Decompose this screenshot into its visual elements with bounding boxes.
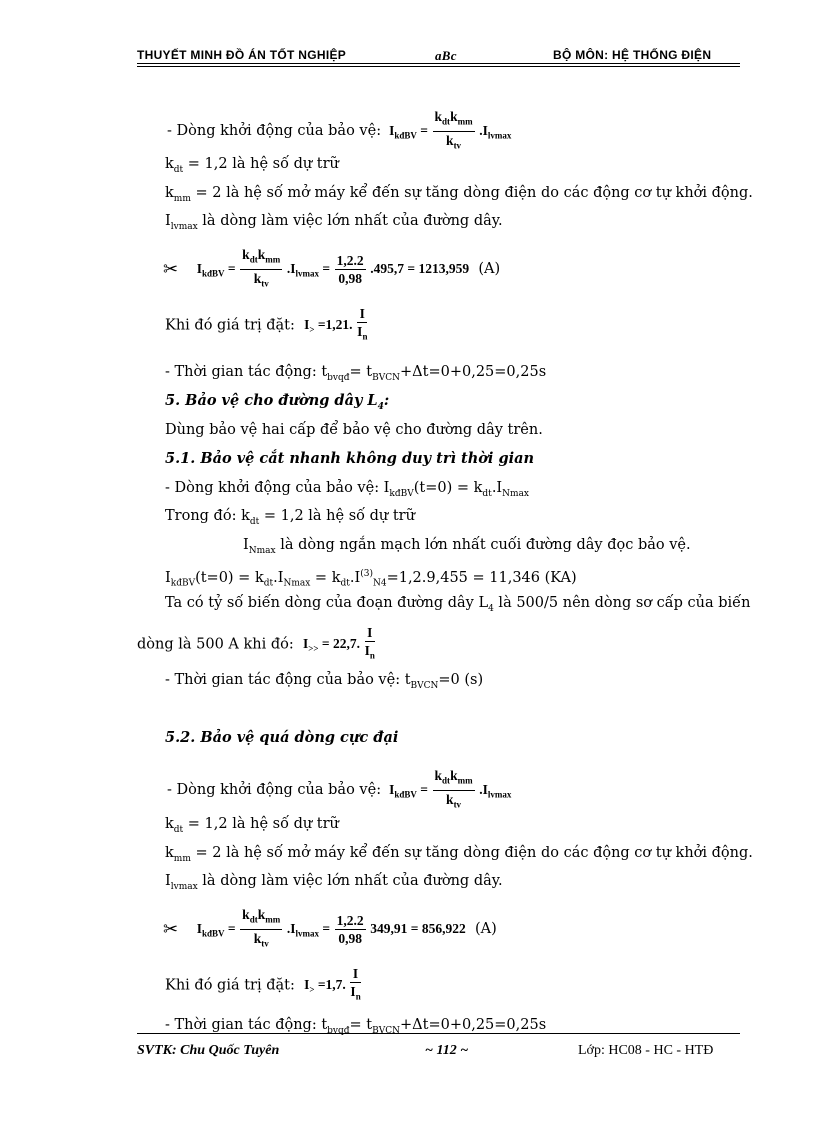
body-line-kdt: $k_{dt} = 1,2$ là hệ số dự trữ — [165, 156, 339, 175]
header-left-title: THUYẾT MINH ĐỒ ÁN TỐT NGHIỆP — [137, 48, 347, 62]
body-line-kmm-2: $k_{mm} = 2$ là hệ số mở máy kể đến sự tăng dòng điện do các động cơ tự khởi động. — [165, 845, 753, 864]
scissors-icon: ✂ — [163, 919, 179, 941]
calc-line-2: ✂ $I_{kđBV}$ = $\frac{k_{dt}k_{mm}}{k_{tv}}$ $.I_{lvmax}$ = $\frac{1,2.2}{0,98}$ 349,91 = 856,922 (A) — [163, 907, 497, 949]
section-heading-5: 5. Bảo vệ cho đường dây $L_4$: — [165, 392, 390, 412]
section-heading-5-1: 5.1. Bảo vệ cắt nhanh không duy trì thời gian — [165, 450, 535, 467]
header-rule-double — [137, 66, 740, 67]
body-line-calc-ka: $I_{kđBV}(t=0) = k_{dt}.I_{Nmax} = k_{dt}.I^{(3)}_{N4}=1,2.9,455 = 11,346$ (KA) — [165, 569, 577, 589]
formula-fraction: $\frac{k_{dt}k_{mm}}{k_{tv}}$ — [434, 109, 473, 151]
body-line-ct-ratio: Ta có tỷ số biến dòng của đoạn đường dây $L_4$ là 500/5 nên dòng sơ cấp của biến — [165, 595, 751, 614]
body-line-kdt-2: $k_{dt} = 1,2$ là hệ số dự trữ — [165, 816, 339, 835]
body-line-ilvmax: $I_{lvmax}$ là dòng làm việc lớn nhất của đường dây. — [165, 213, 503, 232]
body-line-kmm: $k_{mm} = 2$ là hệ số mở máy kể đến sự tăng dòng điện do các động cơ tự khởi động. — [165, 185, 753, 204]
body-line-time-1: - Thời gian tác động: $t_{bvqđ}= t_{BVCN}+\Delta t=0+0,25=0,25s$ — [165, 364, 547, 383]
header-right-title: BỘ MÔN: HỆ THỐNG ĐIỆN — [553, 48, 712, 62]
body-line-time-3: - Thời gian tác động: $t_{bvqđ}= t_{BVCN}+\Delta t=0+0,25=0,25s$ — [165, 1017, 547, 1036]
body-line-startup-current: - Dòng khởi động của bảo vệ: $I_{kđBV}$ = $\frac{k_{dt}k_{mm}}{k_{tv}}$ $.I_{lvmax}$ — [167, 108, 511, 154]
header-rule — [137, 63, 740, 64]
setting-line-1: Khi đó giá trị đặt: $I_> =1,21$. $\frac{I}{I_n}$ — [165, 306, 368, 342]
calc-line-1: ✂ $I_{kđBV}$ = $\frac{k_{dt}k_{mm}}{k_{tv}}$ $.I_{lvmax}$ = $\frac{1,2.2}{0,98}$ .495,7 = 1213,959 (A) — [163, 247, 501, 289]
scissors-icon: ✂ — [163, 259, 179, 281]
page-number: ~ 112 ~ — [425, 1043, 469, 1058]
body-line-inmax: $I_{Nmax}$ là dòng ngắn mạch lớn nhất cuối đường dây đọc bảo vệ. — [243, 537, 691, 556]
footer-author: SVTK: Chu Quốc Tuyên — [137, 1043, 280, 1058]
setting-line-3: Khi đó giá trị đặt: $I_> =1,7$. $\frac{I}{I_n}$ — [165, 966, 361, 1002]
body-line-startup-current-2: - Dòng khởi động của bảo vệ: $I_{kđBV}(t=0) = k_{dt}.I_{Nmax}$ — [165, 480, 530, 499]
body-line-where: Trong đó: $k_{dt} = 1,2$ là hệ số dự trữ — [165, 508, 415, 527]
section-heading-5-2: 5.2. Bảo vệ quá dòng cực đại — [165, 729, 399, 746]
body-line-two-level: Dùng bảo vệ hai cấp để bảo vệ cho đường dây trên. — [165, 422, 543, 438]
body-line-ilvmax-2: $I_{lvmax}$ là dòng làm việc lớn nhất của đường dây. — [165, 873, 503, 892]
footer-class: Lớp: HC08 - HC - HTĐ — [578, 1043, 714, 1058]
setting-line-2: dòng là 500 A khi đó: $I_{>>} = 22,7$. $\frac{I}{I_n}$ — [137, 625, 375, 661]
body-line-time-2: - Thời gian tác động của bảo vệ: $t_{BVCN}=0$ (s) — [165, 672, 484, 691]
header-ornament: aBc — [435, 48, 457, 63]
body-line-startup-current-3: - Dòng khởi động của bảo vệ: $I_{kđBV}$ = $\frac{k_{dt}k_{mm}}{k_{tv}}$ $.I_{lvmax}$ — [167, 768, 512, 810]
footer-rule — [137, 1033, 740, 1034]
